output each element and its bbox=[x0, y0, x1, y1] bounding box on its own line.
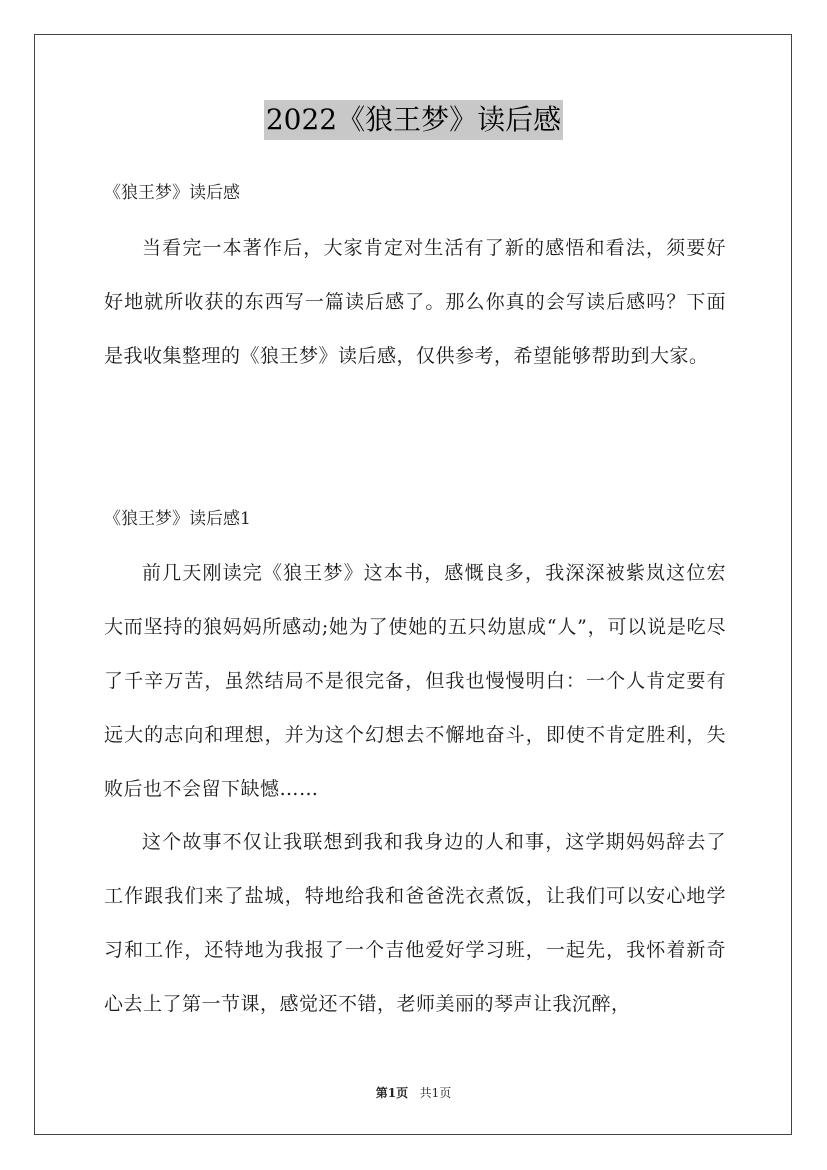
page-footer bbox=[0, 1084, 827, 1101]
subheading: 《狼王梦》读后感 bbox=[104, 183, 240, 203]
section1-paragraph-2: 这个故事不仅让我联想到我和我身边的人和事，这学期妈妈辞去了工作跟我们来了盐城，特地给我和爸爸洗衣煮饭，让我们可以安心地学习和工作，还特地为我报了一个吉他爱好学习班，一起先，我怀着新奇心去上了第一节课，感觉还不错，老师美丽的琴声让我沉醉， bbox=[104, 831, 726, 1015]
intro-paragraph: 当看完一本著作后，大家肯定对生活有了新的感悟和看法，须要好好地就所收获的东西写一篇读后感了。那么你真的会写读后感吗？下面是我收集整理的《狼王梦》读后感，仅供参考，希望能够帮助到大家。 bbox=[104, 237, 726, 367]
page-total: 共1页 bbox=[419, 1086, 452, 1100]
section1-heading: 《狼王梦》读后感1 bbox=[104, 509, 251, 529]
page-number: 第1页 bbox=[375, 1086, 409, 1100]
title-container bbox=[0, 100, 827, 140]
document-title: 2022《狼王梦》读后感 bbox=[264, 100, 563, 140]
section1-paragraph-1: 前几天刚读完《狼王梦》这本书，感慨良多，我深深被紫岚这位宏大而坚持的狼妈妈所感动;她为了使她的五只幼崽成“人”，可以说是吃尽了千辛万苦，虽然结局不是很完备，但我也慢慢明白：一个人肯定要有远大的志向和理想，并为这个幻想去不懈地奋斗，即使不肯定胜利，失败后也不会留下缺憾…… bbox=[104, 562, 726, 800]
